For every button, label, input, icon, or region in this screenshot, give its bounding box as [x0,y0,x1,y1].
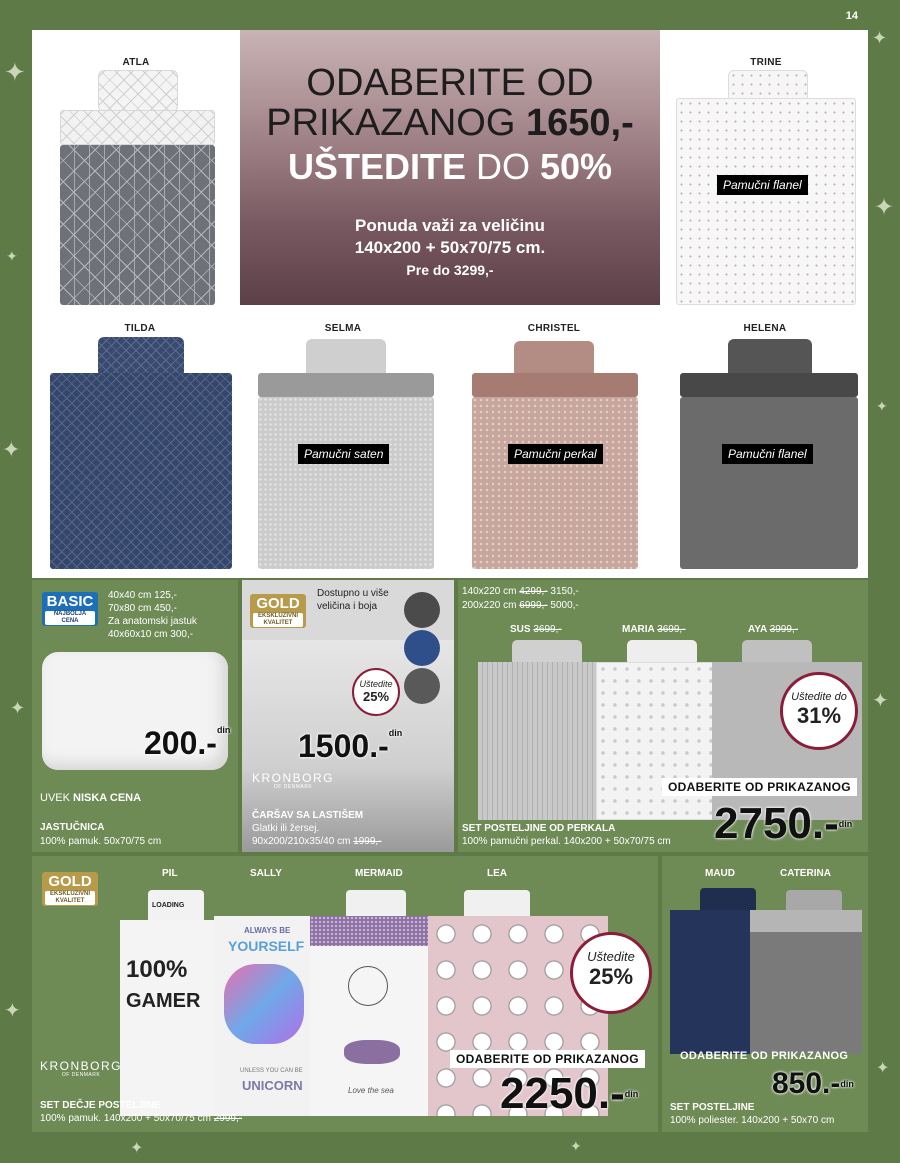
pillow-size-1: 40x40 cm 125,- [108,590,177,601]
kids-price: 2250.-$^{din}$ [500,1069,639,1118]
promo-line3: UŠTEDITE DO 50% [287,146,613,187]
kids-title: SET DEČJE POSTELJINE [40,1100,161,1111]
sheet-price: 1500.-$^{din}$ [298,728,403,764]
promo-sub2: 140x200 + 50x70/75 cm. [354,238,546,257]
bedding-image-tilda [50,337,232,569]
bedding-image-atla [60,70,215,305]
kids-name-sally: SALLY [250,868,282,879]
pillow-size-2: 70x80 cm 450,- [108,603,177,614]
star-decoration-icon: ✦ [4,998,21,1022]
product-name-atla: ATLA [122,57,150,68]
product-name-helena: HELENA [743,323,787,334]
pillow-size-4: 40x60x10 cm 300,- [108,629,194,640]
poly-name-caterina: CATERINA [780,868,831,879]
gold-badge: GOLD EKSKLUZIVNI KVALITET [42,872,98,906]
pillow-title: JASTUČNICA [40,822,105,833]
kids-name-pil: PIL [162,868,178,879]
perkal-title: SET POSTELJINE OD PERKALA [462,823,616,834]
poly-desc: 100% poliester. 140x200 + 50x70 cm [670,1115,835,1126]
promo-sub3: Pre do 3299,- [406,262,494,278]
star-decoration-icon: ✦ [10,698,26,719]
material-tag-christel: Pamučni perkal [508,444,603,464]
product-name-christel: CHRISTEL [527,323,581,334]
kids-choose-label: ODABERITE OD PRIKAZANOG [450,1050,645,1068]
swatch-dark-grey[interactable] [404,668,440,704]
pillowcase-panel [32,580,238,852]
polyester-set-panel [662,856,868,1132]
perkal-price: 2750.-$^{din}$ [714,799,853,848]
poly-bedding-image [670,888,862,1054]
pillow-size-3: Za anatomski jastuk [108,616,197,627]
kids-desc: 100% pamuk. 140x200 + 50x70/75 cm 2999,- [40,1113,243,1124]
sheet-availability-1: Dostupno u više [317,588,389,599]
kids-name-mermaid: MERMAID [355,868,403,879]
perkal-choose-label: ODABERITE OD PRIKAZANOG [662,778,857,796]
promo-banner [240,30,660,305]
bedding-image-pil: LOADING 100% GAMER [120,890,216,1116]
saving-bubble-perkal: Uštedite do 31% [780,672,858,750]
slogan: UVEK NISKA CENA [40,792,142,804]
product-name-tilda: TILDA [124,323,156,334]
product-name-trine: TRINE [750,57,782,68]
star-decoration-icon: ✦ [570,1139,582,1155]
pillow-price: 200.-$^{din}$ [144,725,231,761]
kids-name-lea: LEA [487,868,507,879]
swatch-grey[interactable] [404,592,440,628]
sheet-desc2: 90x200/210x35/40 cm 1999,- [252,836,382,847]
material-tag-trine: Pamučni flanel [717,175,808,195]
product-name-selma: SELMA [324,323,362,334]
star-decoration-icon: ✦ [876,399,888,415]
material-tag-helena: Pamučni flanel [722,444,813,464]
star-decoration-icon: ✦ [6,249,18,265]
promo-sub1: Ponuda važi za veličinu [355,216,545,235]
fitted-sheet-panel [242,580,454,852]
kronborg-logo: KRONBORG OF DENMARK [252,771,335,790]
saving-bubble-sheet: Uštedite 25% [352,668,400,716]
kronborg-logo: KRONBORG OF DENMARK [40,1059,123,1078]
promo-line1: ODABERITE OD [306,62,594,104]
perkal-name-sus: SUS 3699,- [510,624,562,635]
sheet-availability-2: veličina i boja [317,601,378,612]
page-number: 14 [845,10,858,22]
bedding-image-sally: ALWAYS BE YOURSELF UNLESS YOU CAN BE UNICORN [214,916,326,1116]
perkal-name-aya: AYA 3999,- [748,624,799,635]
basic-badge: BASIC NAJBOLJA CENA [42,592,98,626]
kids-set-panel [32,856,658,1132]
star-decoration-icon: ✦ [2,438,21,463]
star-decoration-icon: ✦ [872,688,889,712]
bedding-image-mermaid: Love the sea [310,890,434,1116]
perkal-desc: 100% pamučni perkal. 140x200 + 50x70/75 cm [462,836,671,847]
star-decoration-icon: ✦ [874,193,895,221]
swatch-blue[interactable] [404,630,440,666]
material-tag-selma: Pamučni saten [298,444,389,464]
poly-title: SET POSTELJINE [670,1102,755,1113]
saving-bubble-kids: Uštedite 25% [570,932,652,1014]
perkal-size-2: 200x220 cm 6999,- 5000,- [462,600,579,611]
poly-price: 850.-$^{din}$ [772,1067,854,1100]
poly-choose-label: ODABERITE OD PRIKAZANOG [680,1050,849,1062]
perkal-size-1: 140x220 cm 4299,- 3150,- [462,586,579,597]
star-decoration-icon: ✦ [130,1138,144,1157]
percale-set-panel [458,580,868,852]
sheet-desc1: Glatki ili žersej. [252,823,320,834]
star-decoration-icon: ✦ [872,28,888,49]
promo-line2: PRIKAZANOG 1650,- [266,102,634,144]
sheet-title: ČARŠAV SA LASTIŠEM [252,810,364,821]
gold-badge: GOLD EKSKLUZIVNI KVALITET [250,594,306,628]
pillow-desc: 100% pamuk. 50x70/75 cm [40,836,162,847]
star-decoration-icon: ✦ [876,1058,890,1077]
poly-name-maud: MAUD [705,868,735,879]
star-decoration-icon: ✦ [4,58,26,88]
perkal-name-maria: MARIA 3699,- [622,624,686,635]
